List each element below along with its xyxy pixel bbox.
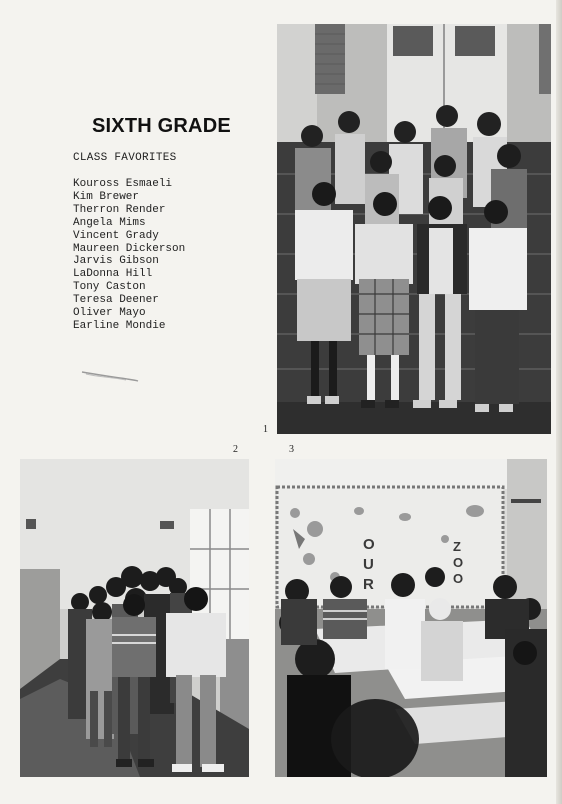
list-item: Teresa Deener: [73, 294, 159, 307]
board-letter: O: [363, 536, 375, 553]
ink-smudge: [80, 368, 140, 382]
board-letter: O: [453, 555, 464, 570]
list-item: Earline Mondie: [73, 319, 166, 332]
section-subtitle: CLASS FAVORITES: [73, 152, 177, 164]
photo-number: 1: [263, 424, 268, 435]
board-letter: O: [453, 571, 464, 586]
board-letter: Z: [453, 539, 461, 554]
list-item: Oliver Mayo: [73, 307, 146, 320]
list-item: Kim Brewer: [73, 190, 140, 203]
favorites-list: [73, 178, 185, 333]
board-letter: U: [363, 556, 374, 573]
list-item: Maureen Dickerson: [73, 242, 186, 255]
list-item: Angela Mims: [73, 216, 146, 229]
list-item: Kouross Esmaeli: [73, 178, 173, 190]
classroom-photo: [275, 459, 547, 777]
board-letters-left: [363, 536, 375, 593]
page-edge: [556, 0, 562, 804]
hallway-group-photo: [20, 459, 249, 777]
list-item: Vincent Grady: [73, 229, 159, 242]
photo-number: 2: [233, 444, 238, 455]
list-item: Jarvis Gibson: [73, 255, 159, 268]
list-item: LaDonna Hill: [73, 268, 153, 281]
class-favorites-photo: [277, 24, 551, 434]
page-title: SIXTH GRADE: [92, 115, 231, 137]
photo-number: 3: [289, 444, 294, 455]
board-letter: R: [363, 576, 374, 593]
list-item: Tony Caston: [73, 281, 146, 294]
list-item: Therron Render: [73, 203, 166, 216]
